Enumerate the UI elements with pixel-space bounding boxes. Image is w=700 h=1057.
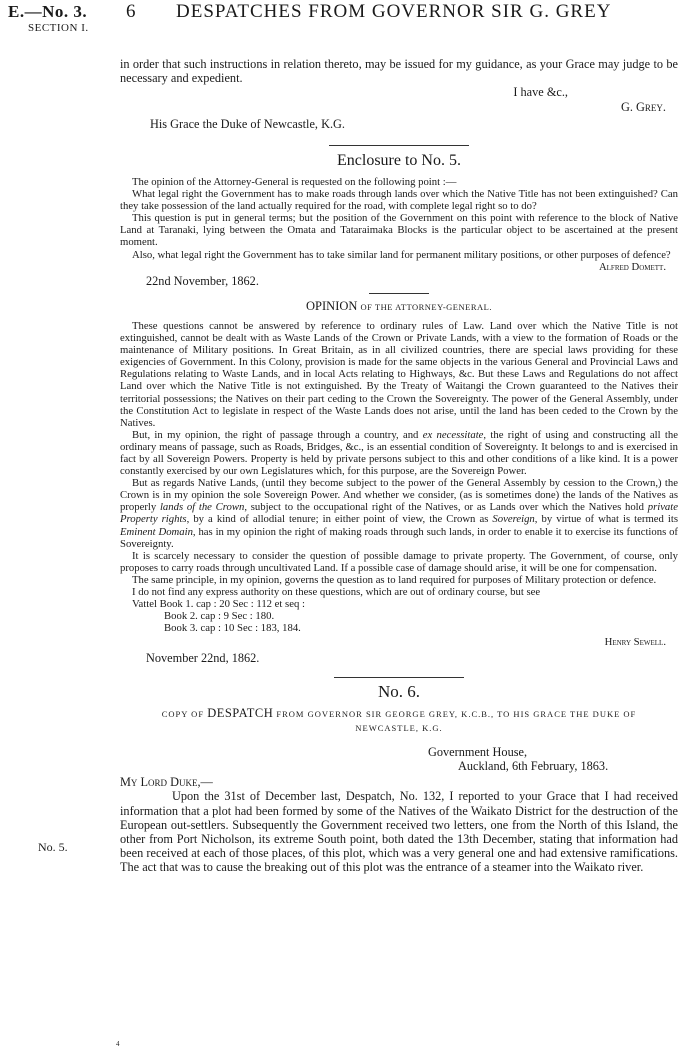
footer-mark: 4 [116,1040,120,1048]
despatch-caption: COPY OF DESPATCH FROM GOVERNOR SIR GEORGE GREY, K.C.B., TO HIS GRACE THE DUKE OF [161,705,637,720]
page-number: 6 [126,1,136,22]
intro-addressee: His Grace the Duke of Newcastle, K.G. [150,116,345,131]
series-number: E.—No. 3. [8,2,88,21]
section-label: SECTION I. [28,22,89,34]
opinion-paragraph: I do not find any express authority on these questions, which are out of ordinary course, but see [132,586,541,599]
page-title: DESPATCHES FROM GOVERNOR SIR G. GREY [176,1,612,22]
enclosure-paragraph: Also, what legal right the Government has to take similar land for permanent military positions, or other purposes of defence? [132,248,671,261]
divider-rule [329,145,469,146]
margin-note-no5: No. 5. [38,840,68,854]
divider-rule [369,293,429,294]
intro-paragraph: in order that such instructions in relation thereto, may be issued for my guidance, as your Grace may judge to be necessary and expedient. [120,57,678,86]
opinion-paragraph: These questions cannot be answered by reference to ordinary rules of Law. Land over which the Native Title is not extinguished, cannot be dealt with as Waste Lands of the Crown or Private Lands, with a view to the formation of Roads or the maintenance of Military positions. In Great Britain, as in all civilized countries, there are special laws providing for these exigencies of Government. In this Colony, provision is made for the same objects in the various General and Provincial Laws and Regulations relating to Waste Lands, and in local Acts relating to Highways, &c. But these Laws and Regulations do not affect Land over which the Native Title is not extinguished. By the Treaty of Waitangi the Crown guaranteed to the Natives their territorial possessions; the Natives on their part ceding to the Crown the Sovereignty. The power of the General Assembly, under the Constitution Act to legislate in respect of the Waste Lands does not arise, until the land has been ceded to the Crown by the Natives. [120,319,678,429]
reference-line: Vattel Book 1. cap : 20 Sec : 112 et seq : [132,598,305,611]
opinion-heading-rest: OF THE ATTORNEY-GENERAL. [360,301,492,312]
enclosure-paragraph: What legal right the Government has to make roads through lands over which the Native Title has not been extinguished? Can they take possession of the land actually required for the road, with complete legal right so to do? [120,188,678,213]
intro-closing: I have &c., [513,85,568,100]
reference-line: Book 3. cap : 10 Sec : 183, 184. [164,622,301,635]
opinion-paragraph: The same principle, in my opinion, governs the question as to land required for purposes of Military protection or defence. [132,573,657,586]
despatch-salutation: My Lord Duke,— [120,775,213,790]
page-header [0,0,700,52]
authority-references [120,598,678,634]
enclosure-paragraph: This question is put in general terms; but the position of the Government on this point with reference to the block of Native Land at Taranaki, lying between the Omata and Tataraimaka Blocks is the particular object to be ascertained at the present moment. [120,212,678,249]
enclosure-date: 22nd November, 1862. [146,273,259,288]
divider-rule [334,677,464,678]
opinion-date: November 22nd, 1862. [146,650,260,665]
opinion-heading [120,299,678,314]
main-content [120,57,678,875]
reference-line: Book 2. cap : 9 Sec : 180. [164,610,275,623]
intro-signature: G. Grey. [621,99,666,114]
despatch-caption-line2: NEWCASTLE, K.G. [355,722,443,733]
despatch-heading: No. 6. [377,681,421,701]
opinion-paragraph: But as regards Native Lands, (until they become subject to the power of the General Assembly by cession to the Crown,) the Crown is in my opinion the sole Sovereign Power. And whether we consider, (as is sometimes done) the lands of the Natives as properly lands of the Crown, subject to the occupational right of the Natives, or as Lands over which the Natives hold private Property rights, by a kind of allodial tenure; in either point of view, the Crown as Sovereign, by virtue of what is termed its Eminent Domain, has in my opinion the right of making roads through such lands, in order to enable it to exercise its functions of Sovereignty. [120,477,678,550]
enclosure-heading: Enclosure to No. 5. [337,152,461,170]
opinion-paragraph: But, in my opinion, the right of passage through a country, and ex necessitate, the right of using and constructing all the ordinary means of passage, such as Roads, Bridges, &c., is an essential condition of Sovereignty. It belongs to and is exercised in fact by all Sovereign Powers. Property is held by private persons subject to this and other conditions of a like kind. It is a power constantly exercised by our own Legislatures which, for this purpose, are the Sovereign Power. [120,428,678,478]
despatch-address: Government House, [428,744,528,759]
despatch-address: Auckland, 6th February, 1863. [458,758,609,773]
opinion-heading-main: OPINION [306,298,358,313]
opinion-signature: Henry Sewell. [604,636,666,649]
enclosure-signature: Alfred Domett. [598,260,666,273]
enclosure-paragraph: The opinion of the Attorney-General is requested on the following point :— [132,176,457,189]
despatch-body: Upon the 31st of December last, Despatch, No. 132, I reported to your Grace that I had received information that a plot had been formed by some of the Natives of the Waikato District for the destruction of the European out-settlers. Subsequently the Government received two letters, one from the North of this Island, the other from Port Nicholson, its extreme South point, both dated the 13th December, stating that information had been received at each of those places, of this plot, which was a very general one and had extensive ramifications. The act that was to cause the breaking out of this plot was the entrance of a steamer into the Waikato river. [120,789,678,875]
opinion-paragraph: It is scarcely necessary to consider the question of possible damage to private property. The Government, of course, only proposes to carry roads through uncultivated Land. If a possible case of damage should arise, it will be one for compensation. [120,549,678,574]
